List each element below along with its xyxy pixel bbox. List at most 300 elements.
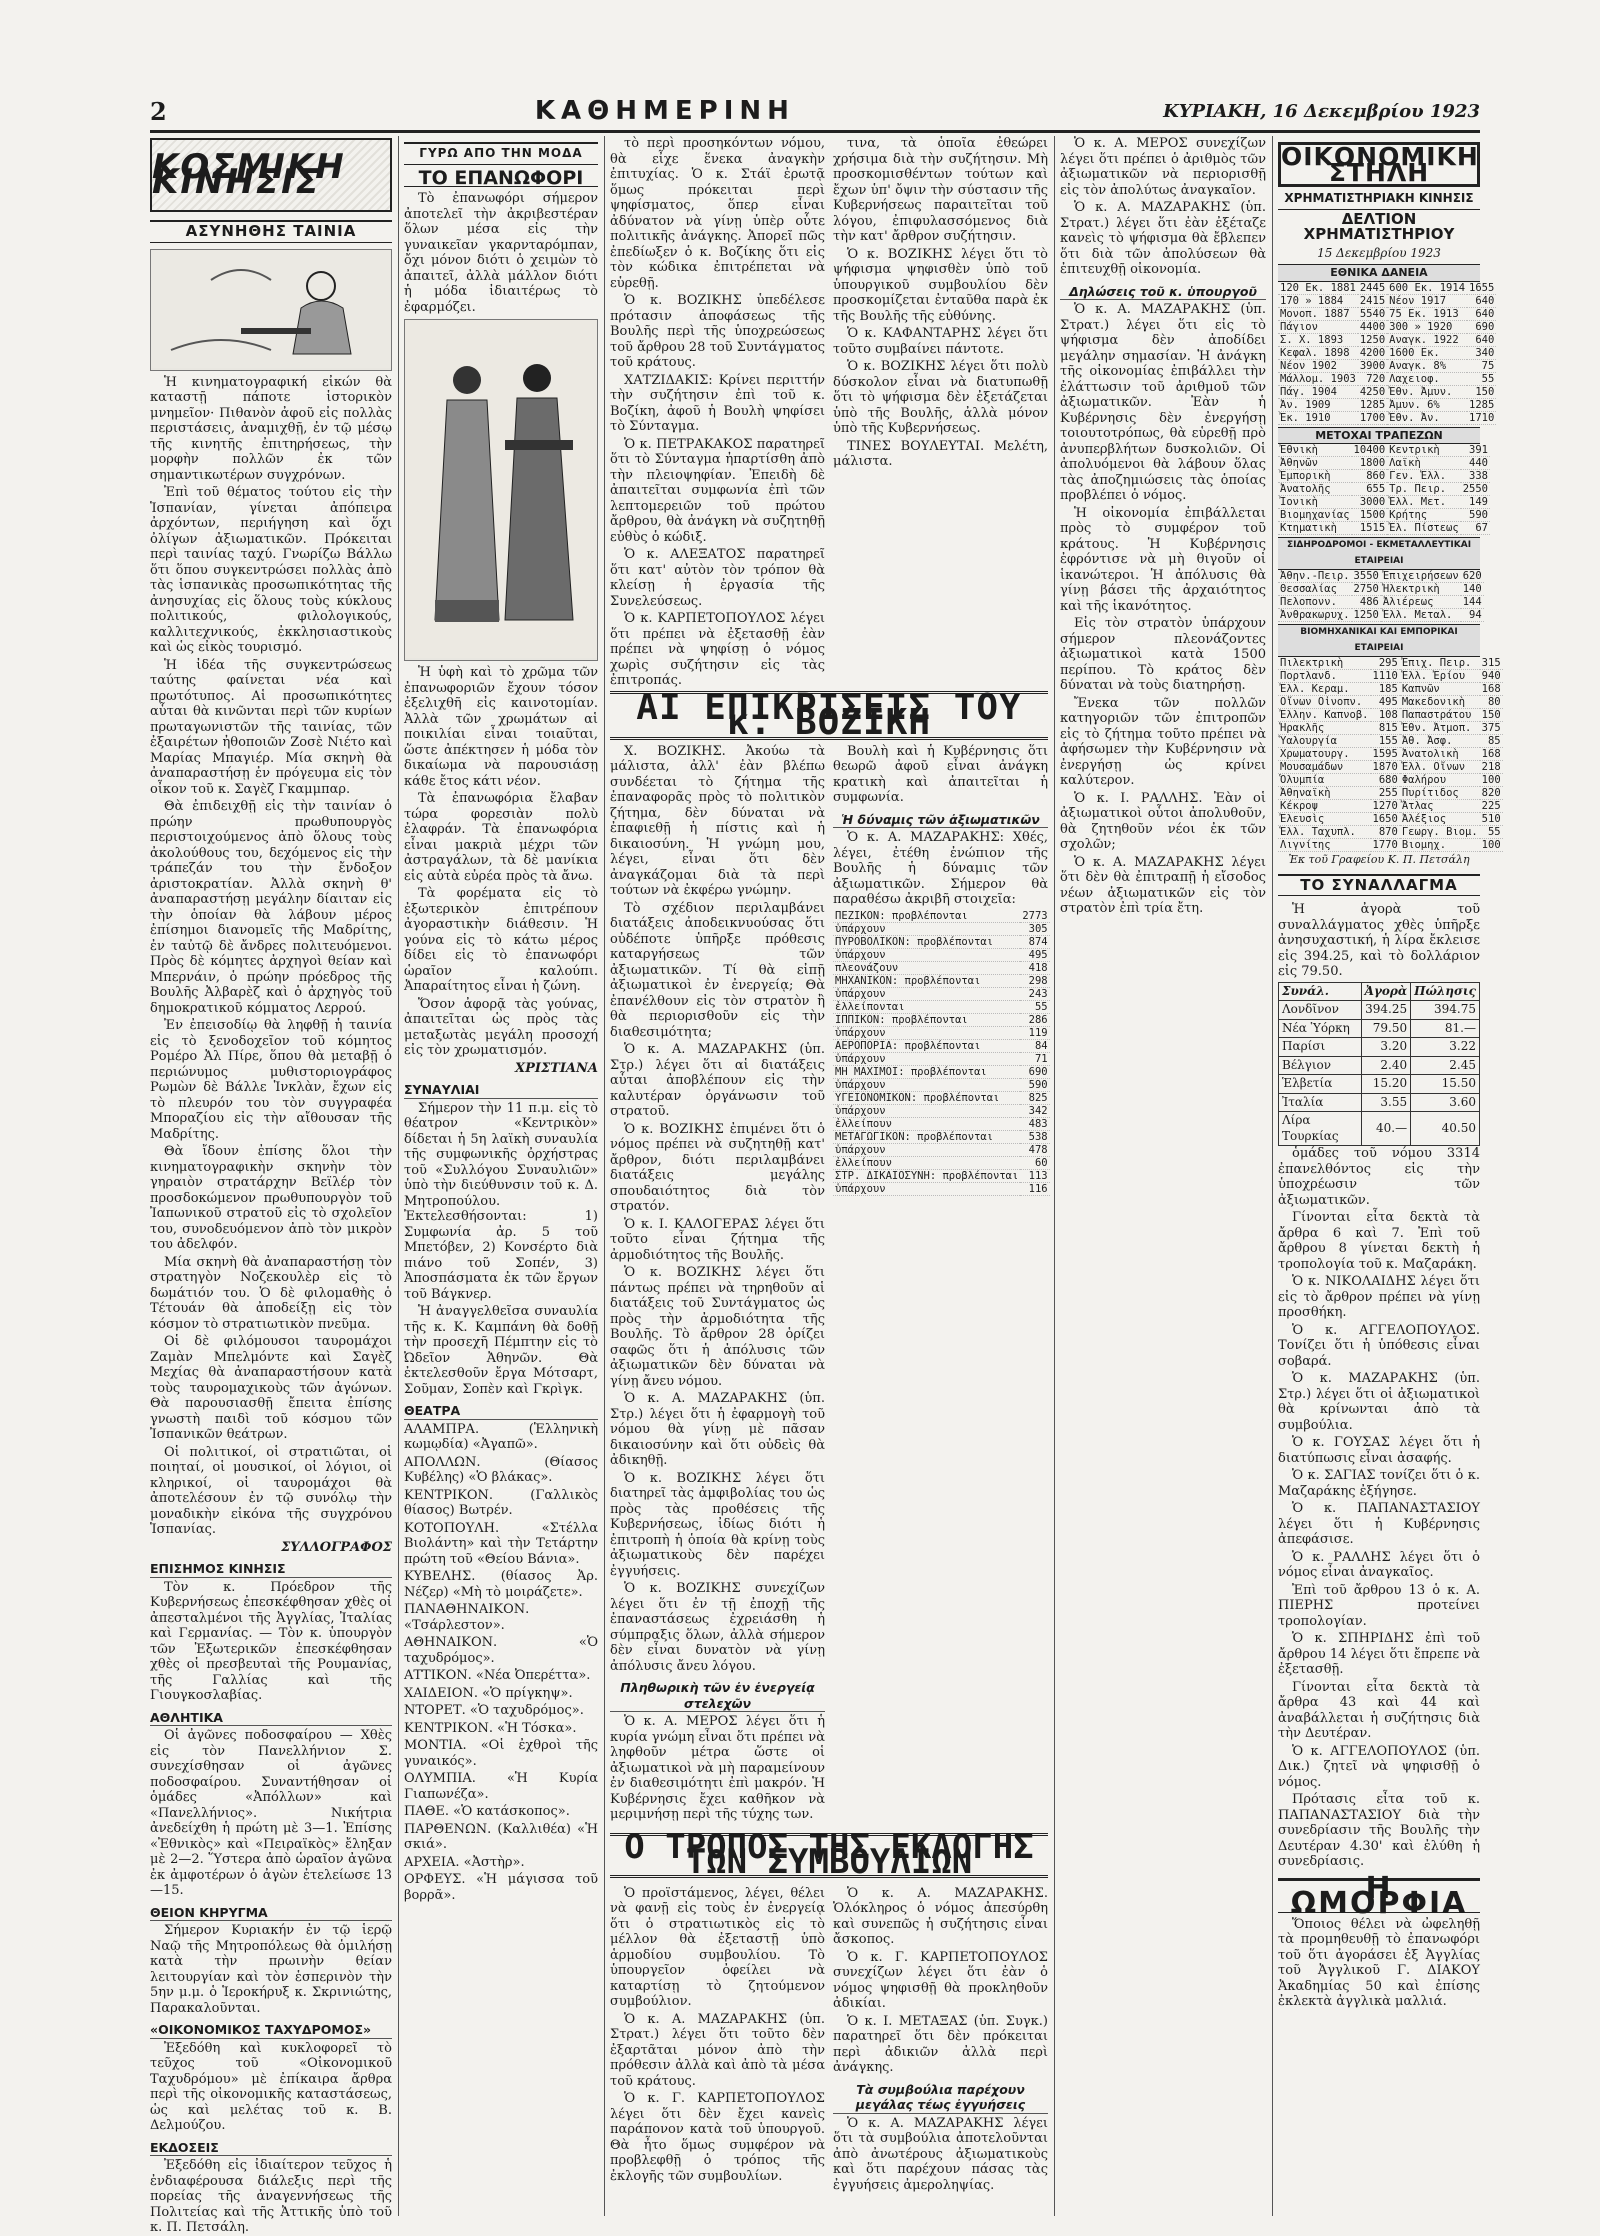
currency-name: Λίρα Τουρκίας <box>1279 1112 1362 1146</box>
table-caption: ΒΙΟΜΗΧΑΝΙΚΑΙ ΚΑΙ ΕΜΠΟΡΙΚΑΙ ΕΤΑΙΡΕΙΑΙ <box>1278 624 1480 657</box>
table-row <box>1278 359 1496 372</box>
table-row <box>833 1013 1050 1026</box>
security-name: Κεντρικὴ <box>1387 444 1461 457</box>
table-row <box>1278 282 1496 295</box>
security-price: 620 <box>1462 570 1482 582</box>
security-price: 1270 <box>1372 800 1398 812</box>
security-price: 815 <box>1371 722 1400 735</box>
table-row <box>1278 320 1496 333</box>
security-name: Ἐλ. Πίστεως <box>1389 522 1459 534</box>
row-label: ΙΠΠΙΚΟΝ: προβλέπονται <box>833 1013 1020 1026</box>
column-header: Συνάλ. <box>1279 982 1362 1001</box>
article-paragraph: Ἡ ἀναγγελθεῖσα συναυλία τῆς κ. Κ. Καμπάνη θὰ δοθῇ τὴν προσεχῆ Πέμπτην εἰς τὸ Ὠδεῖον Ἀθηνῶν. Θὰ ἐκτελεσθοῦν ἔργα Μότσαρτ, Σοῦμαν, Σοπὲν καὶ Γκρὶγκ. <box>404 1304 598 1397</box>
table-row <box>833 1143 1050 1156</box>
table-row <box>833 1078 1050 1091</box>
table-row <box>833 1117 1050 1130</box>
article-signature: ΧΡΙΣΤΙΑΝΑ <box>515 1060 598 1076</box>
security-name: Ἐκ. 1910 <box>1278 411 1358 424</box>
security-price: 1285 <box>1359 398 1386 411</box>
security-price: 2550 <box>1462 483 1488 495</box>
article-paragraph: Ὁ κ. Γ. ΚΑΡΠΕΤΟΠΟΥΛΟΣ συνεχίζων λέγει ὅτι ἐὰν ὁ νόμος ψηφισθῇ θὰ προκληθοῦν ἀδικίαι. <box>833 1949 1048 2011</box>
security-name: Αναγκ. 8% <box>1387 359 1467 372</box>
table-row <box>1278 800 1503 813</box>
article-paragraph: Ἐν ἐπεισοδίῳ θὰ ληφθῇ ἡ ταινία εἰς τὸ ξενοδοχεῖον τοῦ κόμητος Ρομέρο Ἀλ Πίρε, ὅπου θὰ μεταβῇ ὁ περιώνυμος μυθιστοριογράφος Ρωμὼν δὲ Βάλλε Ἰνκλὰν, ἔχων εἰς τὸ πλευρόν του τὸν συγγραφέα Μποραζίου εἰς τὴν αἴθουσαν τῆς Μαδρίτης. <box>150 1018 392 1142</box>
section-heading: Δηλώσεις τοῦ κ. ὑπουργοῦ <box>1060 284 1266 301</box>
article-paragraph: Ὁ κ. ΠΑΠΑΝΑΣΤΑΣΙΟΥ λέγει ὅτι ἡ Κυβέρνησις ἀπεφάσισε. <box>1278 1501 1480 1547</box>
article-paragraph: τὸ περὶ προσηκόντων νόμου, θὰ εἶχε ἕνεκα ἀναγκὴν ἐπιτυχίας. Ὁ κ. Στάϊ ἐρωτᾷ ὅμως πρόκειται περὶ ψηφίσματος, ὅπερ εἶναι ἀδύνατον νὰ γίνῃ ὑπὲρ οὗτε πολιτικῆς ἀνάγκης. Ἀπορεῖ πῶς ἐπεδίωξεν ὁ κ. Βοζίκης ὅτι εἰς τὸν κώδικα ἐπιτρέπεται νὰ εὑρεθῇ. <box>610 136 825 291</box>
article-paragraph: Ὁ κ. Α. ΜΕΡΟΣ συνεχίζων λέγει ὅτι πρέπει ὁ ἀριθμὸς τῶν ἀξιωματικῶν νὰ περιορισθῇ εἰς τὸν ἀπολύτως ἀναγκαῖον. <box>1060 136 1266 198</box>
article-paragraph: Ὁ κ. Ι. ΡΑΛΛΗΣ. Ἐὰν οἱ ἀξιωματικοὶ οὗτοι ἀπολυθοῦν, θὰ ζητηθοῦν νέοι ἐκ τῶν σχολῶν; <box>1060 790 1266 852</box>
row-label: ΜΕΤΑΓΩΓΙΚΟΝ: προβλέπονται <box>833 1130 1020 1143</box>
security-name: Νέον 1902 <box>1278 359 1358 372</box>
article-paragraph: Εἰς τὸν στρατὸν ὑπάρχουν σήμερον πλεονάζοντες ἀξιωματικοὶ κατὰ 1500 περίπου. Τὸ κράτος δὲν δύναται νὰ τοὺς διατηρήσῃ. <box>1060 616 1266 693</box>
security-name: Ἄτλας <box>1400 800 1480 813</box>
article-paragraph: Ὁ κ. Α. ΜΕΡΟΣ λέγει ὅτι ἡ κυρία γνώμη εἶναι ὅτι πρέπει νὰ ληφθοῦν μέτρα ὥστε οἱ ἀξιωματικοὶ νὰ μὴ παραμείνουν ἐν διαθεσιμότητι ἐπὶ μακρόν. Ἡ Κυβέρνησις ἔχει καθῆκον νὰ μεριμνήσῃ περὶ τῆς τύχης των. <box>610 1714 825 1822</box>
security-price: 1515 <box>1352 522 1388 535</box>
article-paragraph: Ὅσον ἀφορᾷ τὰς γούνας, ἀπαιτεῖται ὡς πρὸς τὰς μεταξωτὰς μεγάλη προσοχή εἰς τὸν χρωματισμόν. <box>404 996 598 1058</box>
article-paragraph: Ὁ κ. Α. ΜΑΖΑΡΑΚΗΣ (ὑπ. Στρατ.) λέγει ὅτι τοῦτο δὲν ἐξαρτᾶται μόνον ἀπὸ τὴν πρόθεσιν ἀλλὰ καὶ ἀπὸ τὰ μέσα τοῦ κράτους. <box>610 2011 825 2089</box>
theatre-listing: ΚΥΒΕΛΗΣ. (θίασος Ἀρ. Νέζερ) «Μὴ τὸ μοιράζετε». <box>404 1569 598 1600</box>
table-row <box>1278 385 1496 398</box>
row-label: ΠΥΡΟΒΟΛΙΚΟΝ: προβλέπονται <box>833 935 1020 948</box>
table-row <box>833 1156 1050 1169</box>
table-row <box>1278 307 1496 320</box>
security-name: Ἐπιχ. Πειρ. <box>1400 657 1480 670</box>
exchange-table <box>1278 982 1480 1147</box>
security-name: Ὑαλουργία <box>1278 735 1371 748</box>
security-name: Γεωργ. Βιομ. <box>1401 826 1478 838</box>
security-name: Βιομηχανίας <box>1280 509 1350 521</box>
theatre-list <box>404 1422 598 1904</box>
security-name: 300 » 1920 <box>1387 320 1467 333</box>
row-label: ἐλλείπονται <box>833 1000 1020 1013</box>
article-paragraph: Ὁ κ. ΑΛΕΞΑΤΟΣ παρατηρεῖ ὅτι κατ' αὐτὸν τὸν τρόπον θὰ κλείσῃ ἡ ἐργασία τῆς Συνελεύσεως. <box>610 547 825 609</box>
theatre-listing: ΟΛΥΜΠΙΑ. «Ἡ Κυρία Γιαπωνέζα». <box>404 1771 598 1802</box>
table-row <box>1278 761 1503 774</box>
security-name: Καπνῶν <box>1400 683 1480 696</box>
table-row <box>1278 522 1490 535</box>
article-paragraph: Ὁ κ. ΑΓΓΕΛΟΠΟΥΛΟΣ (ὑπ. Δικ.) ζητεῖ νὰ ψηφισθῇ ὁ νόμος. <box>1278 1743 1480 1790</box>
article-paragraph: Ὁ κ. ΒΟΖΙΚΗΣ ἐπιμένει ὅτι ὁ νόμος πρέπει νὰ συζητηθῇ κατ' ἄρθρον, διότι περιλαμβάνει διατάξεις μεγάλης σπουδαιότητος διὰ τὸν στρατόν. <box>610 1121 825 1214</box>
article-paragraph: Ἡ ἀγορὰ τοῦ συναλλάγματος χθὲς ὑπῆρξε ἀνησυχαστική, ἡ λίρα ἔκλεισε εἰς 394.25, καὶ τὸ δολλάριον εἰς 79.50. <box>1278 902 1480 979</box>
table-row <box>833 961 1050 974</box>
security-price: 67 <box>1461 522 1490 535</box>
row-label: ὑπάρχουν <box>833 1143 1020 1156</box>
security-price: 340 <box>1467 346 1496 359</box>
security-price: 1700 <box>1359 411 1386 424</box>
security-name: Ἠλεκτρικὴ <box>1381 583 1461 596</box>
security-name: Μάλλομ. 1903 <box>1280 372 1356 385</box>
article-paragraph: Ὁ κ. ΒΟΖΙΚΗΣ συνεχίζων λέγει ὅτι ἐν τῇ ἐποχῇ τῆς ἐπαναστάσεως ἐχρειάσθη ἡ σύμπραξις ὅλων, ἀλλὰ σήμερον δὲν εἶναι δυνατὸν νὰ γίνῃ ἀπόλυσις ἄνευ λόγου. <box>610 1581 825 1674</box>
table-row <box>1278 696 1503 709</box>
security-price: 2750 <box>1353 583 1379 595</box>
row-value: 590 <box>1020 1078 1049 1091</box>
table-row <box>1278 609 1484 622</box>
theatre-listing: ΠΑΡΘΕΝΩΝ. (Καλλιθέα) «Ἡ σκιά». <box>404 1821 598 1852</box>
security-price: 3550 <box>1353 570 1379 582</box>
security-name: Πιλεκτρικὴ <box>1278 657 1371 670</box>
security-name: Οἴνων Οἰνοπν. <box>1278 696 1371 709</box>
text-block <box>833 1886 1048 2196</box>
security-price: 375 <box>1481 722 1501 734</box>
row-label: ὑπάρχουν <box>833 1104 1020 1117</box>
column-divider <box>604 136 605 2216</box>
security-name: Αναγκ. 1922 <box>1387 333 1467 346</box>
theatre-listing: ΑΛΑΜΠΡΑ. (Ἑλληνικὴ κωμῳδία) «Ἀγαπῶ». <box>404 1421 598 1452</box>
column-divider <box>1272 136 1273 2216</box>
article-paragraph: Οἱ πολιτικοί, οἱ στρατιῶται, οἱ ποιηταί, οἱ μουσικοί, οἱ λόγιοι, οἱ κληρικοί, οἱ ταυρομάχοι θὰ ἀποτελέσουν ἐν τῷ συνόλῳ τὴν μοναδικὴν εἰκόνα τῆς συγχρόνου Ἱσπανίας. <box>150 1444 392 1537</box>
row-label: ὑπάρχουν <box>833 948 1020 961</box>
security-price: 2445 <box>1359 281 1386 294</box>
table-row <box>1278 683 1503 696</box>
loans-table <box>1278 282 1496 425</box>
security-price: 486 <box>1352 596 1381 609</box>
security-price: 1650 <box>1372 813 1398 825</box>
security-name: Ἐλλην. Καπνοβ. <box>1280 709 1369 721</box>
section-subtitle: ΔΕΛΤΙΟΝ ΧΡΗΜΑΤΙΣΤΗΡΙΟΥ <box>1303 209 1455 243</box>
row-value: 116 <box>1020 1182 1049 1195</box>
theatre-listing: ΑΘΗΝΑΙΚΟΝ. «Ὁ ταχυδρόμος». <box>404 1635 598 1666</box>
bulletin-date: 15 Δεκεμβρίου 1923 <box>1317 245 1441 260</box>
security-price: 690 <box>1467 320 1496 333</box>
article-paragraph: Ἐξεδόθη εἰς ἰδιαίτερον τεῦχος ἡ ἐνδιαφέρουσα διάλεξις περὶ τῆς πορείας τῆς ἀναγεννήσεως τῆς Πολιτείας καὶ τῆς Ἀττικῆς ὑπὸ τοῦ κ. Π. Πετσάλη. <box>150 2158 392 2235</box>
article-paragraph: Θὰ ἐπιδειχθῇ εἰς τὴν ταινίαν ὁ πρώην πρωθυπουργὸς περιστοιχούμενος ἀπὸ ὅλους τοὺς ἀκολούθους του, δεχόμενος εἰς τὴν τράπεζάν του τὴν ἔνδοξον ἀριστοκρατίαν. Ἀλλὰ σκηνὴ θ' ἀναπαραστήσῃ μεγάλην δίαιταν εἰς τὴν ὁποίαν θὰ λάβουν μέρος ἐπίσημοι διανομεῖς τῆς Μαδρίτης, ἐν ταὐτῷ δὲ ἄνδρες πολιτευόμενοι. Πρὸς δὲ κόμητες ἀρχηγοὶ θείαν καὶ Μπερνάιν, ὁ πρώην πρόεδρος τῆς Βουλῆς Ἀλβαρὲζ καὶ ὁ ἀρχηγὸς τοῦ δημοκρατικοῦ κόμματος Λερρού. <box>150 799 392 1016</box>
security-name: Ἑλλ. Ταχυπλ. <box>1278 826 1371 839</box>
security-price: 94 <box>1461 609 1484 622</box>
security-name: Ἀθηνῶν <box>1278 457 1352 470</box>
article-paragraph: Χ. ΒΟΖΙΚΗΣ. Ἀκούω τὰ μάλιστα, ἀλλ' ἐὰν βλέπω συνδέεται τὸ ζήτημα τῆς ἐπαναφορᾶς πρὸς τὸ πολιτικὸν ζήτημα, δὲν δύναται νὰ ἐπαφιεθῇ ἡ πίστις καὶ ἡ δικαιοσύνη. Ἡ γνώμη μου, λέγει, εἶναι ὅτι δὲν ἀναγκάζομαι διὰ τὰ περὶ τούτων νὰ ἐκφέρω γνώμην. <box>610 743 825 898</box>
security-name: Ἀμυν. 6% <box>1387 398 1467 411</box>
table-row <box>1278 583 1484 596</box>
security-name: Ἑλλ. Ἐρίου <box>1400 670 1480 683</box>
security-price: 225 <box>1481 800 1501 812</box>
security-name: Νέον 1917 <box>1387 294 1467 307</box>
security-price: 100 <box>1481 774 1501 786</box>
security-name: Κρήτης <box>1387 509 1461 522</box>
security-name: Ἀν. 1909 <box>1278 398 1358 411</box>
security-name: Ἀθηναϊκὴ <box>1278 787 1371 800</box>
table-row <box>1278 748 1503 761</box>
security-price: 590 <box>1461 509 1490 522</box>
theatre-listing: ΜΟΝΤΙΑ. «Οἱ ἐχθροὶ τῆς γυναικός». <box>404 1738 598 1769</box>
row-value: 874 <box>1020 935 1049 948</box>
table-row <box>833 1130 1050 1143</box>
headline: ΑΙ ΕΠΙΚΡΙΣΕΙΣ ΤΟΥ κ. ΒΟΖΙΚΗ <box>610 691 1048 740</box>
article-paragraph: Ἐπὶ τοῦ θέματος τούτου εἰς τὴν Ἱσπανίαν, γίνεται ἀπόπειρα ἀρχόντων, περιήγηση καὶ ὅχι ὀλίγων ἀξιωματικῶν. Πρόκειται περὶ ταινίας ταχύ. Γνωρίζω Βάλλω ὅτι ὅπου συγκεντρώσει πολλὰς ἀπὸ τὰς ἱσπανικὰς προσωπικότητας τῆς ἀνησυχίας εἰς ὅλους τοὺς κύκλους πολιτικούς, φιλολογικούς, καλλιτεχνικούς, ἐκκλησιαστικοὺς καὶ ὡς εἰκὸς τουρισμό. <box>150 485 392 655</box>
article-paragraph: Ὁ κ. ΡΑΛΛΗΣ λέγει ὅτι ὁ νόμος εἶναι ἀναγκαῖος. <box>1278 1549 1480 1580</box>
column-divider <box>1054 136 1055 2216</box>
article-paragraph: Ὁ κ. ΒΟΖΙΚΗΣ λέγει ὅτι τὸ ψήφισμα ψηφισθὲν ὑπὸ τοῦ ὑπουργικοῦ συμβουλίου δὲν προσκομίζεται ἐνταῦθα παρὰ ἐκ τῆς Βουλῆς τῆς εὐθύνης. <box>833 246 1048 324</box>
security-name: Ὁλυμπία <box>1278 774 1371 787</box>
buy-rate: 3.20 <box>1361 1038 1410 1057</box>
article-paragraph: Ὁ κ. ΜΑΖΑΡΑΚΗΣ (ὑπ. Στρ.) λέγει ὅτι οἱ ἀξιωματικοὶ θὰ κρίνωνται ἀπὸ τὰ συμβούλια. <box>1278 1371 1480 1433</box>
section-heading: ΕΚΔΟΣΕΙΣ <box>150 2140 392 2157</box>
text-block <box>610 1886 825 2196</box>
section-banner: ΚΟΣΜΙΚΗ ΚΙΝΗΣΙΣ <box>150 138 392 212</box>
security-price: 4400 <box>1359 320 1386 333</box>
table-row <box>1279 1038 1480 1057</box>
table-row <box>833 1182 1050 1195</box>
article-paragraph: Ὁ κ. Α. ΜΑΖΑΡΑΚΗΣ: Χθές, λέγει, ἐτέθη ἐνώπιον τῆς Βουλῆς ἡ δύναμις τῶν ἀξιωματικῶν. Σήμερον θὰ παραθέσω ἀκριβῆ στοιχεῖα: <box>833 830 1048 907</box>
article-paragraph: ΤΙΝΕΣ ΒΟΥΛΕΥΤΑΙ. Μελέτη, μάλιστα. <box>833 438 1048 469</box>
sell-rate: 3.60 <box>1411 1093 1480 1112</box>
article-paragraph: Ἡ κινηματογραφική εἰκών θὰ καταστῇ πάποτε ἱστορικὸν μνημεῖον· Πιθανὸν ἀφοῦ εἰς πολλὰς περιστάσεις, ἀναμιχθῇ, ἐν τῷ μέσῳ τῆς κινητῆς ἐπιτηρήσεως, τὴν μορφὴν πολλῶν ἐκ τῶν σημαντικωτέρων συγχρόνων. <box>150 374 392 483</box>
table-row <box>1278 333 1496 346</box>
article-paragraph: Ὁ κ. ΒΟΖΙΚΗΣ λέγει ὅτι πάντως πρέπει νὰ τηρηθοῦν αἱ διατάξεις τοῦ Συντάγματος ὡς πρὸς τὴν ἀρμοδιότητα τῆς Βουλῆς. Τὸ ἄρθρον 28 ὁρίζει σαφῶς ὅτι ἡ ἀπόλυσις τῶν ἀξιωματικῶν δὲν δύναται νὰ γίνῃ ἄνευ νόμου. <box>610 1265 825 1389</box>
table-row <box>1278 509 1490 522</box>
table-row <box>833 1104 1050 1117</box>
article-paragraph: Ἡ ἰδέα τῆς συγκεντρώσεως ταύτης φαίνεται νέα καὶ πρωτότυπος. Αἱ προσωπικότητες αὗται θὰ κινῶνται περὶ τῶν κυρίων πρωταγωνιστῶν τῆς ταινίας, τῶν ἐξαιρέτων ἠθοποιῶν Ζοσὲ Νιέτο καὶ Μαρίας Μπαγιέρ. Μία σκηνὴ θὰ ἀναπαραστήσῃ ἐν πρόγευμα εἰς τὸν οἶκον τοῦ κ. Σαγὲζ Γκαμμπαρ. <box>150 657 392 797</box>
row-label: ὑπάρχουν <box>833 987 1020 1000</box>
table-row <box>1278 787 1503 800</box>
table-row <box>1278 398 1496 411</box>
article-paragraph: Ἔνεκα τῶν πολλῶν κατηγοριῶν τῶν ἐπιτροπῶν εἰς τὸ ζήτημα τοῦτο πρέπει νὰ ἀφήσωμεν τὴν Κυβέρνησιν νὰ ἐνεργήσῃ ὡς κρίνει καλύτερον. <box>1060 695 1266 788</box>
security-name: Μονοπ. 1887 <box>1278 307 1358 320</box>
security-name: Ἀθ. Ἀσφ. <box>1400 735 1480 748</box>
security-name: Γεν. Ἑλλ. <box>1387 470 1461 483</box>
row-label: ΜΗΧΑΝΙΚΟΝ: προβλέπονται <box>833 974 1020 987</box>
security-name: Ἀνατολῆς <box>1278 483 1352 496</box>
article-paragraph: Ὁ κ. Α. ΜΑΖΑΡΑΚΗΣ (ὑπ. Στρ.) λέγει ὅτι αἱ διατάξεις αὗται ἀποβλέπουν εἰς τὴν καλυτέραν ὀργάνωσιν τοῦ στρατοῦ. <box>610 1042 825 1119</box>
table-row <box>1278 670 1503 683</box>
buy-rate: 2.40 <box>1361 1056 1410 1075</box>
security-price: 940 <box>1481 670 1501 682</box>
security-name: Ἐλλ. Κεραμ. <box>1278 683 1371 696</box>
illustration <box>150 249 392 371</box>
security-name: Μουσαμάδων <box>1278 761 1371 774</box>
text-block <box>833 136 1048 691</box>
article-paragraph: Βουλὴ καὶ ἡ Κυβέρνησις ὅτι θεωρῶ ἀφοῦ εἶναι ἀνάγκη κρατικὴ καὶ ἀπαιτεῖται ἡ συμφωνία. <box>833 743 1048 805</box>
page-number: 2 <box>150 96 167 126</box>
article-paragraph: Ὁ κ. ΒΟΖΙΚΗΣ λέγει ὅτι πολὺ δύσκολον εἶναι νὰ διατυπωθῇ ὅτι τὸ ψήφισμα δὲν ἐξετάζεται ὑπὸ τῆς Βουλῆς, ἀλλὰ μόνον ὑπὸ τῆς Κυβερνήσεως. <box>833 359 1048 436</box>
security-price: 255 <box>1371 787 1400 800</box>
row-label: ἐλλείπουν <box>833 1156 1020 1169</box>
table-caption: ΕΘΝΙΚΑ ΔΑΝΕΙΑ <box>1278 264 1480 282</box>
row-value: 418 <box>1020 961 1049 974</box>
section-heading: ΣΥΝΑΥΛΙΑΙ <box>404 1082 598 1099</box>
column-economy <box>1278 136 1501 2216</box>
security-price: 144 <box>1462 596 1482 608</box>
column-fashion <box>404 136 598 2216</box>
table-row <box>1279 1001 1480 1020</box>
theatre-listing: ΑΤΤΙΚΟΝ. «Νέα Ὀπερέττα». <box>404 1668 591 1683</box>
section-heading: ΘΕΑΤΡΑ <box>404 1403 598 1420</box>
article-paragraph: Ὁ κ. ΣΠΗΡΙΔΗΣ ἐπὶ τοῦ ἄρθρου 14 λέγει ὅτι ἔπρεπε νὰ ἐξετασθῇ. <box>1278 1631 1480 1677</box>
sell-rate: 81.— <box>1411 1019 1480 1038</box>
coat-figures-illustration <box>405 320 597 658</box>
article-paragraph: Ὁ κ. ΚΑΦΑΝΤΑΡΗΣ λέγει ὅτι τοῦτο συμβαίνει πάντοτε. <box>833 326 1048 357</box>
security-name: Ἀνατολικὴ <box>1400 748 1480 761</box>
theatre-listing: ΑΠΟΛΛΩΝ. (Θίασος Κυβέλης) «Ὁ βλάκας». <box>404 1454 598 1485</box>
security-name: Ἑλλ. Μετ. <box>1387 496 1461 509</box>
article-paragraph: Ὁ κ. ΠΕΤΡΑΚΑΚΟΣ παρατηρεῖ ὅτι τὸ Σύνταγμα ἠπαρτίσθη ἀπὸ τὴν πλειοψηφίαν. Ἐπειδὴ δὲ ἀπαιτεῖται συμφωνία ἐπὶ τῶν λεπτομερειῶν τοῦ πρώτου ἄρθρου, θὰ ἀνάγκη νὰ συζητηθῇ εὐθὺς ὁ κώδιξ. <box>610 436 825 545</box>
article-paragraph: Ὁ κ. Γ. ΚΑΡΠΕΤΟΠΟΥΛΟΣ λέγει ὅτι δὲν ἔχει κανεὶς παράπονον κατὰ τοῦ ὑπουργοῦ. Θὰ ἦτο ὅμως συμφέρον νὰ προβλεφθῇ ὁ τρόπος τῆς ἐκλογῆς τῶν συμβουλίων. <box>610 2091 825 2184</box>
security-price: 1285 <box>1469 398 1495 411</box>
column-header: Πώλησις <box>1411 982 1480 1001</box>
security-price: 75 <box>1467 359 1496 372</box>
row-label: ὑπάρχουν <box>833 1052 1020 1065</box>
advert-title: Η ΩΜΟΡΦΙΑ <box>1278 1878 1480 1913</box>
security-price: 168 <box>1481 683 1501 695</box>
article-paragraph: Ὁ κ. Ι. ΜΕΤΑΞΑΣ (ὑπ. Συγκ.) παρατηρεῖ ὅτι δὲν πρόκειται περὶ ἀδικιῶν ἀλλὰ περὶ ἀνάγκης. <box>833 2013 1048 2075</box>
table-row <box>1278 735 1503 748</box>
security-name: Πάγιον <box>1278 320 1358 333</box>
advert-text: Ὅποιος θέλει νὰ ὠφεληθῇ τὰ προμηθευθῇ τὸ ἐπανωφόρι τοῦ ὅτι ἀγοράσει ἐξ Ἀγγλίας τοῦ Ἀγγλικοῦ Γ. ΔΙΑΚΟΥ Ἀκαδημίας 50 καὶ ἐπίσης ἐκλεκτὰ ἀγγλικὰ μαλλιά. <box>1278 1916 1480 2009</box>
row-value: 483 <box>1020 1117 1049 1130</box>
security-name: 1600 Εκ. <box>1387 346 1467 359</box>
table-row <box>1278 483 1490 496</box>
row-value: 2773 <box>1022 909 1048 922</box>
currency-name: Λονδῖνον <box>1279 1001 1362 1020</box>
security-name: Φαλήρου <box>1400 774 1480 787</box>
security-name: Σ. Χ. 1893 <box>1278 333 1358 346</box>
security-price: 295 <box>1371 657 1400 670</box>
article-paragraph: Τὰ φορέματα εἰς τὸ ἐξωτερικὸν ἐπιτρέπουν ἀγοραστικὴν διάθεσιν. Ἡ γούνα εἰς τὸ κάτω μέρος δίδει εἰς τὸ ἐπανωφόρι ὡραῖον καλούπι. Ἀπαραίτητος εἶναι ἡ ζώνη. <box>404 886 598 994</box>
table-row <box>833 948 1050 961</box>
table-row <box>1278 709 1503 722</box>
buy-rate: 3.55 <box>1361 1093 1410 1112</box>
security-price: 1250 <box>1353 609 1379 621</box>
table-row <box>1278 657 1503 670</box>
row-value: 113 <box>1020 1169 1049 1182</box>
table-header-row <box>1279 982 1480 1001</box>
security-price: 440 <box>1461 457 1490 470</box>
article-paragraph: Ὁ κ. ΚΑΡΠΕΤΟΠΟΥΛΟΣ λέγει ὅτι πρέπει νὰ ἐξετασθῇ ἐὰν πρέπει νὰ ψηφίσῃ ὁ νόμος χωρὶς συζήτησιν εἰς τὰς ἐπιτροπάς. <box>610 611 825 688</box>
row-value: 690 <box>1020 1065 1049 1078</box>
currency-name: Νέα Ὑόρκη <box>1279 1019 1362 1038</box>
row-label: ΥΓΕΙΟΝΟΜΙΚΟΝ: προβλέπονται <box>833 1091 1020 1104</box>
security-name: Ἰονικὴ <box>1278 496 1352 509</box>
column-divider <box>398 136 399 2216</box>
security-name: Θεσσαλίας <box>1278 583 1352 596</box>
article-paragraph: Ἐπὶ τοῦ ἄρθρου 13 ὁ κ. Α. ΠΙΕΡΗΣ προτείνει τροπολογίαν. <box>1278 1582 1480 1629</box>
security-price: 4250 <box>1359 385 1386 398</box>
table-row <box>833 1026 1050 1039</box>
security-price: 1655 <box>1469 281 1495 294</box>
security-price: 5540 <box>1359 307 1386 320</box>
article-paragraph: Ὁ κ. Α. ΜΑΖΑΡΑΚΗΣ λέγει ὅτι τὰ συμβούλια ἀποτελοῦνται ἀπὸ ἀνωτέρους ἀξιωματικοὺς καὶ ὅτι παρέχουν πάσας τὰς ἐγγυήσεις ἀμεροληψίας. <box>833 2115 1048 2193</box>
security-price: 149 <box>1461 496 1490 509</box>
buy-rate: 15.20 <box>1361 1075 1410 1094</box>
security-price: 1800 <box>1352 457 1388 470</box>
article-paragraph: Ὁ κ. ΓΟΥΣΑΣ λέγει ὅτι ἡ διατύπωσις εἶναι ἀσαφής. <box>1278 1435 1480 1466</box>
headline: Ο ΤΡΟΠΟΣ ΤΗΣ ΕΚΛΟΓΗΣ ΤΩΝ ΣΥΜΒΟΥΛΙΩΝ <box>610 1833 1048 1878</box>
article-paragraph: Μία σκηνὴ θὰ ἀναπαραστήσῃ τὸν στρατηγὸν Νοζεκουλὲρ εἰς τὸ δωμάτιόν του. Ὁ δὲ φιλομαθὴς ὁ Τέτουάν θὰ ἀποδείξῃ εἰς τὸν κόσμον τὸ στρατιωτικὸν πνεῦμα. <box>150 1254 392 1332</box>
security-price: 640 <box>1467 333 1496 346</box>
security-name: Ἀλιέρεως <box>1381 596 1461 609</box>
security-price: 140 <box>1462 583 1482 595</box>
security-price: 1595 <box>1372 748 1398 760</box>
sell-rate: 3.22 <box>1411 1038 1480 1057</box>
railways-table <box>1278 570 1484 622</box>
article-paragraph: Ὁ κ. ΑΓΓΕΛΟΠΟΥΛΟΣ. Τονίζει ὅτι ἡ ὑπόθεσις εἶναι σοβαρά. <box>1278 1322 1480 1369</box>
table-row <box>1279 1112 1480 1146</box>
article-paragraph: τινα, τὰ ὁποῖα ἐθεώρει χρήσιμα διὰ τὴν συζήτησιν. Μὴ προσκομισθέντων τούτων καὶ ἔχων ὑπ' ὄψιν τὴν σύστασιν τῆς Κυβερνήσεως παραιτεῖται τοῦ λόγου, ἐπιφυλασσόμενος διὰ τὴν κατ' ἄρθρον συζήτησιν. <box>833 136 1048 244</box>
row-label: πλεονάζουν <box>833 961 1020 974</box>
article-paragraph: Ὁ κ. Ι. ΚΑΛΟΓΕΡΑΣ λέγει ὅτι τοῦτο εἶναι ζήτημα τῆς ἀρμοδιότητος τῆς Βουλῆς. <box>610 1216 825 1263</box>
security-price: 150 <box>1481 709 1501 721</box>
security-price: 640 <box>1467 294 1496 307</box>
security-price: 860 <box>1352 470 1388 483</box>
article-paragraph: Τὰ ἐπανωφόρια ἔλαβαν τώρα φορεσιὰν πολὺ ἐλαφράν. Τὰ ἐπανωφόρια εἶναι μακριὰ μέχρι τῶν ἀστραγάλων, τὰ δὲ μανίκια εἰς αὐτὰ εὐρέα πρὸς τὰ ἄνω. <box>404 791 598 884</box>
article-paragraph: Πρότασις εἶτα τοῦ κ. ΠΑΠΑΝΑΣΤΑΣΙΟΥ διὰ τὴν συνεδρίασιν τῆς Βουλῆς τὴν Δευτέραν 4.30' καὶ ἐλύθη ἡ συνεδρίασις. <box>1278 1792 1480 1869</box>
security-price: 1770 <box>1372 839 1398 851</box>
article-paragraph: Ὁ προϊστάμενος, λέγει, θέλει νὰ φανῇ εἰς τοὺς ἐν ἐνεργείᾳ ὅτι ὁ στρατιωτικὸς εἰς τὸ μέλλον θὰ ἐξεταστῇ ὑπὸ ἁρμοδίου συμβουλίου. Τὸ ὑπουργεῖον ὀφείλει νὰ καταρτίσῃ τὸ ζητούμενον συμβούλιον. <box>610 1885 825 2009</box>
security-name: Ἐθν. Ἀν. <box>1387 411 1467 424</box>
security-name: Ἡρακλῆς <box>1278 722 1371 735</box>
table-row <box>833 1039 1050 1052</box>
table-row <box>1278 444 1490 457</box>
buy-rate: 394.25 <box>1361 1001 1410 1020</box>
article-signature: ΣΥΛΛΟΓΡΑΦΟΣ <box>281 1539 392 1555</box>
theatre-listing: ΚΟΤΟΠΟΥΛΗ. «Στέλλα Βιολάντη» καὶ τὴν Τετάρτην πρώτη τοῦ «Θείου Βάνια». <box>404 1520 598 1567</box>
security-price: 655 <box>1352 483 1388 496</box>
article-paragraph: Θὰ ἴδουν ἐπίσης ὅλοι τὴν κινηματογραφικὴν σκηνὴν τὸν γηραιὸν στρατάρχην Βεϊλέρ τὸν προσδοκώμενον πρωθυπουργὸν τοῦ Ἰαπωνικοῦ στρατοῦ εἰς τὸ σχολεῖον του, συνοδευόμενον ἀπὸ τὸν μικρὸν του ἀδελφόν. <box>150 1144 392 1252</box>
buy-rate: 40.— <box>1361 1112 1410 1146</box>
row-label: ΠΕΖΙΚΟΝ: προβλέπονται <box>833 910 1020 923</box>
row-value: 84 <box>1020 1039 1049 1052</box>
security-name: Πελοπονν. <box>1278 596 1352 609</box>
table-row <box>833 1065 1050 1078</box>
article-paragraph: Οἱ ἀγῶνες ποδοσφαίρου — Χθὲς εἰς τὸν Πανελλήνιον Σ. συνεχίσθησαν οἱ ἀγῶνες ποδοσφαίρου. Συναντήθησαν οἱ ὁμάδες «Ἀπόλλων» καὶ «Πανελλήνιος». Νικήτρια ἀνεδείχθη ἡ πρώτη μὲ 3—1. Ἐπίσης «Ἐθνικὸς» καὶ «Πειραϊκὸς» ἔληξαν μὲ 2—2. Ὕστερα ἀπὸ ὡραῖον ἀγῶνα ἐκ ἀμφοτέρων ὁ ἀγὼν ἐτελείωσε 13—15. <box>150 1728 392 1898</box>
article-paragraph: Ὁ κ. ΣΑΓΙΑΣ τονίζει ὅτι ὁ κ. Μαζαράκης ἐξήγησε. <box>1278 1468 1480 1499</box>
article-paragraph: Σήμερον Κυριακήν ἐν τῷ ἱερῷ Ναῷ τῆς Μητροπόλεως θὰ ὁμιλήσῃ κατὰ τὴν πρωινὴν θείαν λειτουργίαν καὶ τὸν ἑσπερινὸν τὴν 5ην μ.μ. ὁ Ἱεροκήρυξ κ. Σκρινιώτης, Παρακαλοῦνται. <box>150 1923 392 2016</box>
sell-rate: 40.50 <box>1411 1112 1480 1146</box>
row-value: 825 <box>1020 1091 1049 1104</box>
security-name: Ἑλλ. Μεταλ. <box>1381 609 1461 622</box>
security-name: Χρωματουργ. <box>1278 748 1371 761</box>
table-row <box>1278 570 1484 583</box>
row-value: 478 <box>1020 1143 1049 1156</box>
security-price: 510 <box>1481 813 1501 825</box>
section-heading: ΘΕΙΟΝ ΚΗΡΥΓΜΑ <box>150 1905 392 1922</box>
security-name: Λιγνίτης <box>1278 839 1371 852</box>
security-name: Ἀνθρακωρυχ. <box>1280 609 1350 621</box>
column-society <box>150 136 392 2235</box>
security-price: 680 <box>1371 774 1400 787</box>
table-row <box>833 910 1050 923</box>
security-name: Λαϊκὴ <box>1387 457 1461 470</box>
section-heading: «ΟΙΚΟΝΟΜΙΚΟΣ ΤΑΧΥΔΡΟΜΟΣ» <box>150 2022 392 2039</box>
article-paragraph: Τὸ ἐπανωφόρι σήμερον ἀποτελεῖ τὴν ἀκριβεστέραν ὅλων μέσα εἰς τὴν γυναικεῖαν γκαρνταρόμπαν, ὄχι μόνον διότι ὁ χειμὼν τὸ ἀπαιτεῖ, ἀλλὰ μάλλον διότι ἡ μόδα ἰδιαιτέρως τὸ ἐφαρμόζει. <box>404 191 598 315</box>
table-row <box>833 1091 1050 1104</box>
table-row <box>1279 1093 1480 1112</box>
theatre-listing: ΠΑΝΑΘΗΝΑΙΚΟΝ. «Τσάρλεστον». <box>404 1602 530 1633</box>
article-paragraph: Ἡ οἰκονομία ἐπιβάλλεται πρὸς τὸ συμφέρον τοῦ κράτους. Ἡ Κυβέρνησις ἐφρόντισε νὰ μὴ θιγοῦν οἱ ἱκανώτεροι. Ἡ ἀπόλυσις θὰ γίνῃ βάσει τῆς ἀρχαιότητος καὶ τῆς ἱκανότητος. <box>1060 505 1266 614</box>
theatre-listing: ΝΤΟΡΕΤ. «Ὁ ταχυδρόμος». <box>404 1703 584 1718</box>
section-heading: ΤΟ ΣΥΝΑΛΛΑΓΜΑ <box>1278 874 1480 897</box>
article-paragraph: Ὁ κ. ΝΙΚΟΛΑΙΔΗΣ λέγει ὅτι εἰς τὸ ἄρθρον πρέπει νὰ γίνῃ προσθήκη. <box>1278 1274 1480 1320</box>
masthead: ΚΑΘΗΜΕΡΙΝΗ <box>534 96 795 126</box>
security-name: 75 Εκ. 1913 <box>1387 307 1467 320</box>
row-label: ἐλλείπουν <box>833 1117 1020 1130</box>
industrial-table <box>1278 657 1503 852</box>
theatre-listing: ΧΑΙΔΕΙΟΝ. «Ὁ πρίγκηψ». <box>404 1685 573 1701</box>
security-price: 495 <box>1371 696 1400 709</box>
row-value: 71 <box>1020 1052 1049 1065</box>
security-name: Κέκροψ <box>1278 800 1371 813</box>
security-name: Κτηματικὴ <box>1278 522 1352 535</box>
table-row <box>1278 774 1503 787</box>
row-value: 243 <box>1020 987 1049 1000</box>
currency-name: Ἑλβετία <box>1279 1075 1362 1094</box>
security-name: Ἀθην.-Πειρ. <box>1280 570 1350 582</box>
row-label: ΑΕΡΟΠΟΡΙΑ: προβλέπονται <box>833 1039 1020 1052</box>
table-row <box>1278 372 1496 385</box>
row-label: ὑπάρχουν <box>833 1078 1020 1091</box>
text-block <box>610 136 825 691</box>
security-name: 170 » 1884 <box>1278 294 1358 307</box>
